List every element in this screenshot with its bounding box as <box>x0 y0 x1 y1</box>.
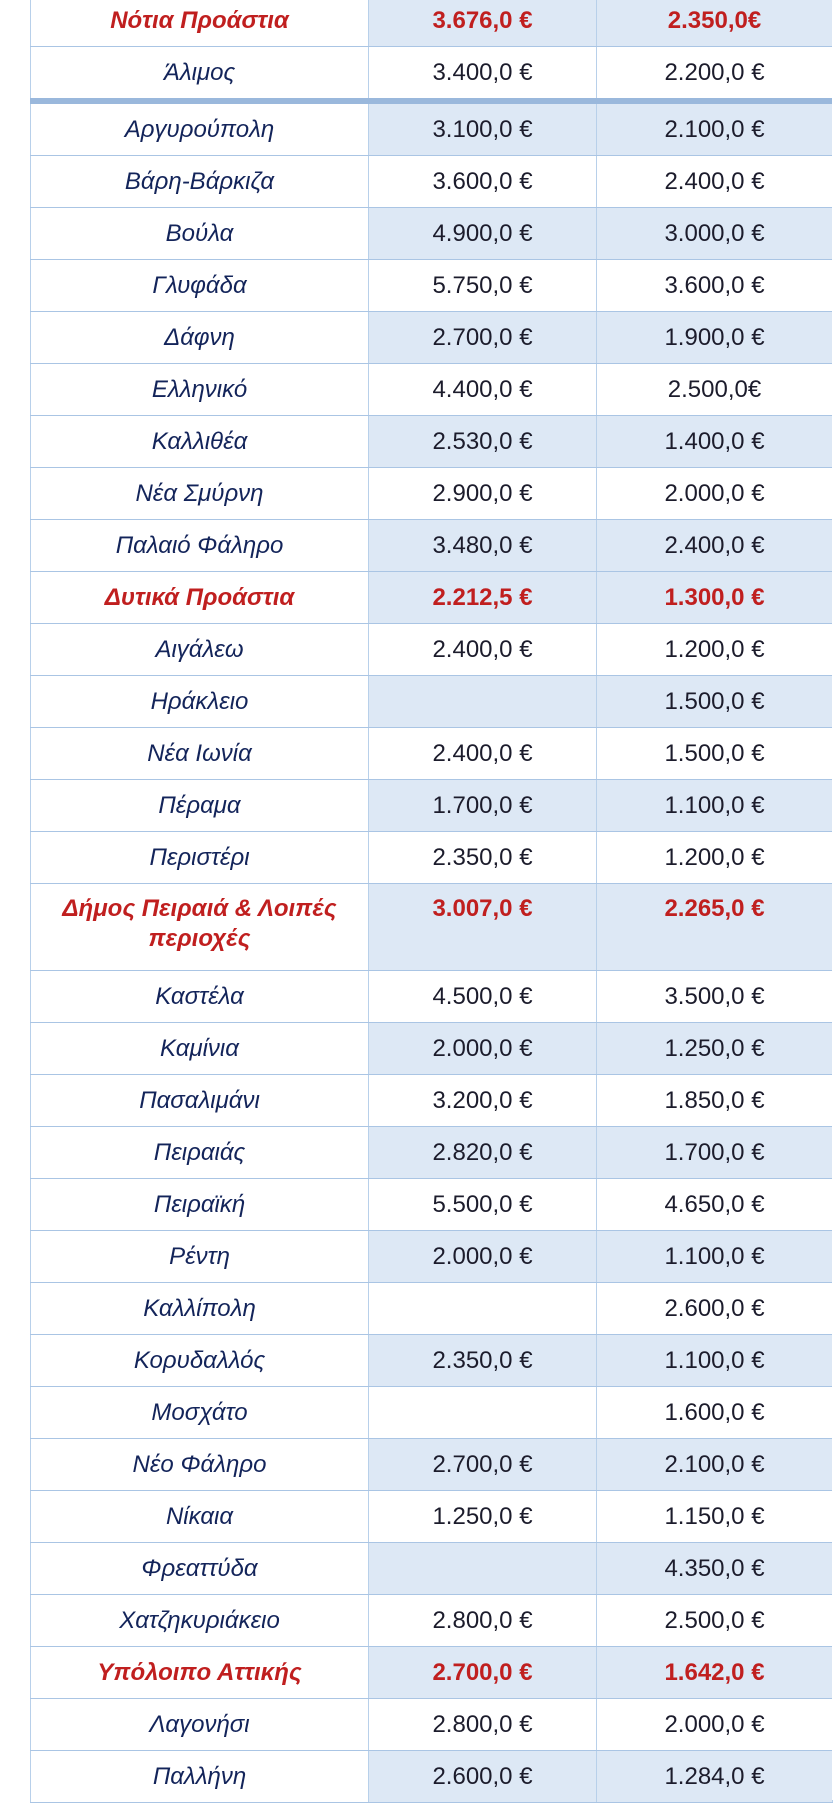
price-col-a: 2.400,0 € <box>369 624 597 676</box>
table-row <box>31 208 833 260</box>
price-col-b: 1.100,0 € <box>597 780 833 832</box>
price-col-b: 4.650,0 € <box>597 1179 833 1231</box>
price-col-b: 2.600,0 € <box>597 1283 833 1335</box>
area-name: Βάρη-Βάρκιζα <box>31 156 369 208</box>
price-col-a: 2.700,0 € <box>369 1647 597 1699</box>
price-col-b: 1.500,0 € <box>597 676 833 728</box>
table-row-region-south <box>31 0 833 47</box>
price-col-b: 1.200,0 € <box>597 624 833 676</box>
price-col-a: 3.600,0 € <box>369 156 597 208</box>
area-name: Δυτικά Προάστια <box>31 572 369 624</box>
table-row <box>31 156 833 208</box>
area-name: Καλλιθέα <box>31 416 369 468</box>
table-row <box>31 1127 833 1179</box>
area-name: Πειραιάς <box>31 1127 369 1179</box>
price-col-a: 2.800,0 € <box>369 1595 597 1647</box>
price-col-b: 2.000,0 € <box>597 1699 833 1751</box>
table-row <box>31 1283 833 1335</box>
price-col-a: 2.800,0 € <box>369 1699 597 1751</box>
area-name: Νότια Προάστια <box>31 0 369 47</box>
area-name-line: Δήμος Πειραιά & Λοιπές <box>62 895 337 922</box>
price-col-a: 4.500,0 € <box>369 971 597 1023</box>
table-row <box>31 101 833 156</box>
price-col-a: 4.400,0 € <box>369 364 597 416</box>
price-col-a <box>369 676 597 728</box>
price-col-a: 3.200,0 € <box>369 1075 597 1127</box>
table-row <box>31 676 833 728</box>
price-col-b: 3.600,0 € <box>597 260 833 312</box>
area-name: Αργυρούπολη <box>31 101 369 156</box>
price-col-a <box>369 1283 597 1335</box>
area-name: Γλυφάδα <box>31 260 369 312</box>
price-col-a: 2.700,0 € <box>369 1439 597 1491</box>
price-col-a: 2.600,0 € <box>369 1751 597 1803</box>
price-col-b: 1.850,0 € <box>597 1075 833 1127</box>
table-row <box>31 1595 833 1647</box>
area-name: Ρέντη <box>31 1231 369 1283</box>
price-col-b: 1.100,0 € <box>597 1335 833 1387</box>
price-col-b: 1.100,0 € <box>597 1231 833 1283</box>
area-name: Νέα Ιωνία <box>31 728 369 780</box>
price-col-b: 1.250,0 € <box>597 1023 833 1075</box>
price-col-a: 2.000,0 € <box>369 1231 597 1283</box>
area-name: Βούλα <box>31 208 369 260</box>
price-col-b: 1.600,0 € <box>597 1387 833 1439</box>
price-col-b: 1.642,0 € <box>597 1647 833 1699</box>
price-col-a: 2.700,0 € <box>369 312 597 364</box>
price-col-a: 2.350,0 € <box>369 1335 597 1387</box>
area-name-line: περιοχές <box>148 925 251 952</box>
table-row-region-west <box>31 572 833 624</box>
table-row <box>31 728 833 780</box>
area-name: Πέραμα <box>31 780 369 832</box>
price-table <box>30 0 833 1803</box>
area-name: Καστέλα <box>31 971 369 1023</box>
price-col-a: 5.750,0 € <box>369 260 597 312</box>
price-col-b: 1.300,0 € <box>597 572 833 624</box>
area-name: Μοσχάτο <box>31 1387 369 1439</box>
area-name: Δάφνη <box>31 312 369 364</box>
price-col-b: 2.265,0 € <box>597 884 833 971</box>
table-row <box>31 971 833 1023</box>
price-col-b: 1.700,0 € <box>597 1127 833 1179</box>
price-col-b: 2.400,0 € <box>597 520 833 572</box>
price-col-a <box>369 1543 597 1595</box>
area-name: Πειραϊκή <box>31 1179 369 1231</box>
price-col-a: 3.480,0 € <box>369 520 597 572</box>
table-row <box>31 1699 833 1751</box>
price-col-b: 1.900,0 € <box>597 312 833 364</box>
price-col-b: 1.284,0 € <box>597 1751 833 1803</box>
table-row <box>31 312 833 364</box>
table-row <box>31 1491 833 1543</box>
table-row <box>31 1439 833 1491</box>
price-col-a: 2.400,0 € <box>369 728 597 780</box>
table-row <box>31 1023 833 1075</box>
price-col-a: 4.900,0 € <box>369 208 597 260</box>
area-name: Παλαιό Φάληρο <box>31 520 369 572</box>
left-margin <box>0 0 30 1800</box>
table-row-region-piraeus <box>31 884 833 971</box>
area-name: Καμίνια <box>31 1023 369 1075</box>
table-row <box>31 780 833 832</box>
area-name: Χατζηκυριάκειο <box>31 1595 369 1647</box>
table-row <box>31 520 833 572</box>
price-col-a: 3.100,0 € <box>369 101 597 156</box>
area-name: Περιστέρι <box>31 832 369 884</box>
area-name: Λαγονήσι <box>31 1699 369 1751</box>
price-col-a <box>369 1387 597 1439</box>
price-col-b: 2.000,0 € <box>597 468 833 520</box>
table-row <box>31 364 833 416</box>
table-row <box>31 1543 833 1595</box>
price-col-b: 2.500,0€ <box>597 364 833 416</box>
price-col-a: 3.007,0 € <box>369 884 597 971</box>
price-col-a: 2.000,0 € <box>369 1023 597 1075</box>
right-margin <box>832 0 840 1800</box>
table-row <box>31 1075 833 1127</box>
table-row <box>31 1231 833 1283</box>
price-col-b: 2.100,0 € <box>597 101 833 156</box>
area-name: Κορυδαλλός <box>31 1335 369 1387</box>
area-name <box>31 884 369 971</box>
area-name: Νέα Σμύρνη <box>31 468 369 520</box>
table-row <box>31 1751 833 1803</box>
price-col-a: 2.820,0 € <box>369 1127 597 1179</box>
price-col-b: 2.350,0€ <box>597 0 833 47</box>
price-col-b: 1.400,0 € <box>597 416 833 468</box>
price-col-b: 2.500,0 € <box>597 1595 833 1647</box>
table-row <box>31 260 833 312</box>
price-col-a: 2.350,0 € <box>369 832 597 884</box>
area-name: Ηράκλειο <box>31 676 369 728</box>
price-col-a: 5.500,0 € <box>369 1179 597 1231</box>
price-col-b: 2.400,0 € <box>597 156 833 208</box>
table-row <box>31 1387 833 1439</box>
price-col-a: 3.400,0 € <box>369 47 597 102</box>
price-col-b: 4.350,0 € <box>597 1543 833 1595</box>
table-row <box>31 416 833 468</box>
table-row <box>31 47 833 102</box>
area-name: Αιγάλεω <box>31 624 369 676</box>
price-col-a: 1.250,0 € <box>369 1491 597 1543</box>
price-col-b: 1.500,0 € <box>597 728 833 780</box>
price-col-b: 1.200,0 € <box>597 832 833 884</box>
area-name: Πασαλιμάνι <box>31 1075 369 1127</box>
area-name: Καλλίπολη <box>31 1283 369 1335</box>
table-row-region-rest <box>31 1647 833 1699</box>
table-row <box>31 1335 833 1387</box>
table-row <box>31 468 833 520</box>
area-name: Υπόλοιπο Αττικής <box>31 1647 369 1699</box>
table-row <box>31 624 833 676</box>
price-col-a: 2.900,0 € <box>369 468 597 520</box>
price-col-a: 2.530,0 € <box>369 416 597 468</box>
area-name: Παλλήνη <box>31 1751 369 1803</box>
area-name: Φρεαττύδα <box>31 1543 369 1595</box>
area-name: Άλιμος <box>31 47 369 102</box>
price-col-b: 3.000,0 € <box>597 208 833 260</box>
price-col-b: 2.200,0 € <box>597 47 833 102</box>
area-name: Ελληνικό <box>31 364 369 416</box>
area-name: Νίκαια <box>31 1491 369 1543</box>
price-col-a: 3.676,0 € <box>369 0 597 47</box>
price-col-b: 2.100,0 € <box>597 1439 833 1491</box>
price-col-b: 3.500,0 € <box>597 971 833 1023</box>
price-col-a: 1.700,0 € <box>369 780 597 832</box>
table-row <box>31 1179 833 1231</box>
price-col-b: 1.150,0 € <box>597 1491 833 1543</box>
table-row <box>31 832 833 884</box>
price-col-a: 2.212,5 € <box>369 572 597 624</box>
area-name: Νέο Φάληρο <box>31 1439 369 1491</box>
